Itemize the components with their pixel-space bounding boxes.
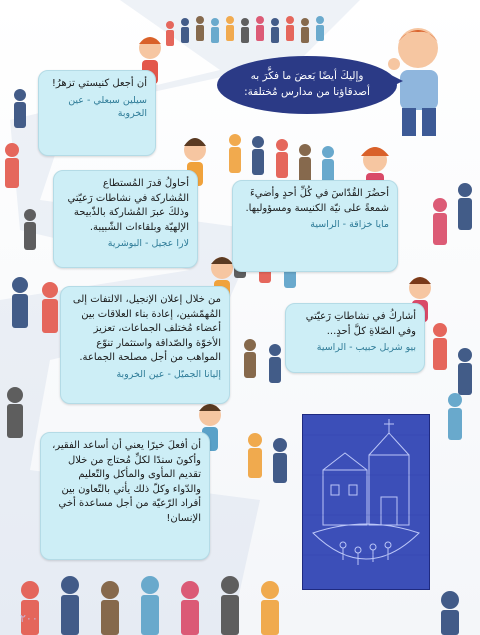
quote-card-5	[60, 286, 230, 404]
quote-text: أن أجعل كنيستي تزهرُ!	[51, 78, 147, 89]
quote-card-1	[38, 70, 156, 156]
quote-author: إليانا الجميّل - عين الخروبة	[116, 368, 221, 380]
quote-author: بيو شربل حبيب - الراسية	[316, 342, 416, 353]
quote-card-2	[232, 180, 398, 272]
quote-text: من خلال إعلان الإنجيل، الالتفات إلى المُهمّشين، إعادة بناء العلاقات بين أعضاء مُختلف الجماعات، تعزيز الأخوّة والصّداقة واستثمار تنوّع المواهب من أجل مصلحة الجماعة.	[72, 294, 221, 363]
quote-card-6	[40, 432, 210, 560]
quote-author: مايا خزاقة - الراسية	[310, 219, 389, 230]
quote-author: لارا عجيل - البوشرية	[107, 238, 189, 249]
quote-author: سيلين سبعلي - عين الخروبة	[68, 94, 147, 120]
quote-text: أحاولُ قدرَ المُستطاع المُشاركة في نشاطات رَعيّتي وذلكَ عبرَ المُشاركة بالذّبيحة الإلهيّة وبلقاءات الشّبيبة.	[67, 178, 189, 233]
child-drawing-church	[302, 414, 430, 590]
intro-speech-bubble	[217, 56, 397, 114]
church-sketch	[303, 415, 429, 589]
quote-text: أشاركُ في نشاطاتِ رَعيّتي وفي الصّلاةِ كلَّ أحدٍ...	[305, 311, 416, 337]
quote-text: أن أفعلَ خيرًا يعني أن أساعد الفقير، وأكونَ سندًا لكلِّ مُحتاج من خلال تقديم المأوى والمأكل والتّعليم والدّواء وكلّ ذلك يأتي بالتّعاون بين أفراد الرّعيّة من أجل مساعدة أخي الإنسان!	[52, 440, 201, 524]
intro-line-1: وإليكَ أيضًا بَعضَ ما فكَّرَ به	[250, 70, 364, 83]
quote-text: أحضُرَ القُدّاسَ في كُلِّ أحدٍ وأضيءَ شمعةً على نيّة الكنيسة ومسؤوليها.	[245, 188, 389, 214]
page-number: ٢٠٠	[20, 612, 38, 625]
quote-card-3	[53, 170, 198, 268]
quote-card-4	[285, 303, 425, 373]
intro-line-2: أصدقاؤنا من مدارس مُختلفة:	[244, 86, 370, 98]
